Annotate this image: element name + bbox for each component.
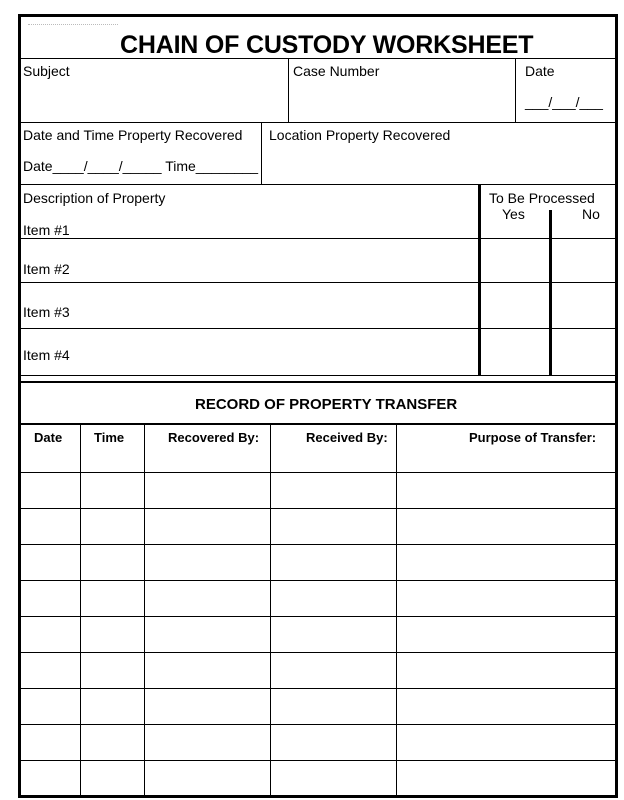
transfer-section-title: RECORD OF PROPERTY TRANSFER [195, 396, 458, 413]
datetime-recovered-label: Date and Time Property Recovered [23, 127, 243, 143]
transfer-row-line [18, 616, 618, 617]
item-row-line [18, 328, 618, 329]
recovery-bottom-line [18, 184, 618, 185]
section-divider [18, 381, 618, 383]
item-2-label: Item #2 [23, 261, 70, 277]
transfer-column-divider [270, 423, 271, 798]
date-label: Date [525, 63, 555, 79]
header-bottom-line [18, 122, 618, 123]
description-label: Description of Property [23, 190, 166, 206]
transfer-row-line [18, 688, 618, 689]
transfer-row-line [18, 544, 618, 545]
transfer-row-line [18, 580, 618, 581]
processed-column-divider [478, 184, 481, 375]
case-number-label: Case Number [293, 63, 380, 79]
column-header-received-by: Received By: [306, 430, 388, 445]
transfer-column-divider [396, 423, 397, 798]
subject-label: Subject [23, 63, 70, 79]
column-header-time: Time [94, 430, 125, 445]
yes-no-divider [549, 210, 552, 375]
yes-label: Yes [502, 206, 525, 222]
recovery-divider [261, 122, 262, 184]
transfer-column-divider [144, 423, 145, 798]
transfer-row-line [18, 760, 618, 761]
location-recovered-label: Location Property Recovered [269, 127, 451, 143]
header-divider-1 [288, 58, 289, 122]
column-header-date: Date [34, 430, 63, 445]
transfer-column-divider [80, 423, 81, 798]
column-header-recovered-by: Recovered By: [168, 430, 260, 445]
transfer-row-line [18, 508, 618, 509]
transfer-row-line [18, 724, 618, 725]
item-1-label: Item #1 [23, 222, 70, 238]
items-bottom-line [18, 375, 618, 376]
column-header-purpose: Purpose of Transfer: [469, 430, 597, 445]
title-divider [18, 58, 618, 59]
transfer-title-bottom-line [18, 423, 618, 425]
item-row-line [18, 282, 618, 283]
no-label: No [582, 206, 600, 222]
transfer-row-line [18, 652, 618, 653]
page-title: CHAIN OF CUSTODY WORKSHEET [120, 31, 534, 59]
scan-artifact [28, 24, 118, 31]
header-divider-2 [515, 58, 516, 122]
date-field[interactable]: ___/___/___ [525, 94, 603, 110]
recovery-datetime-field[interactable]: Date____/____/_____ Time________ [23, 158, 259, 174]
item-row-line [18, 238, 618, 239]
item-3-label: Item #3 [23, 304, 70, 320]
to-be-processed-label: To Be Processed [489, 190, 595, 206]
item-4-label: Item #4 [23, 347, 70, 363]
transfer-row-line [18, 472, 618, 473]
